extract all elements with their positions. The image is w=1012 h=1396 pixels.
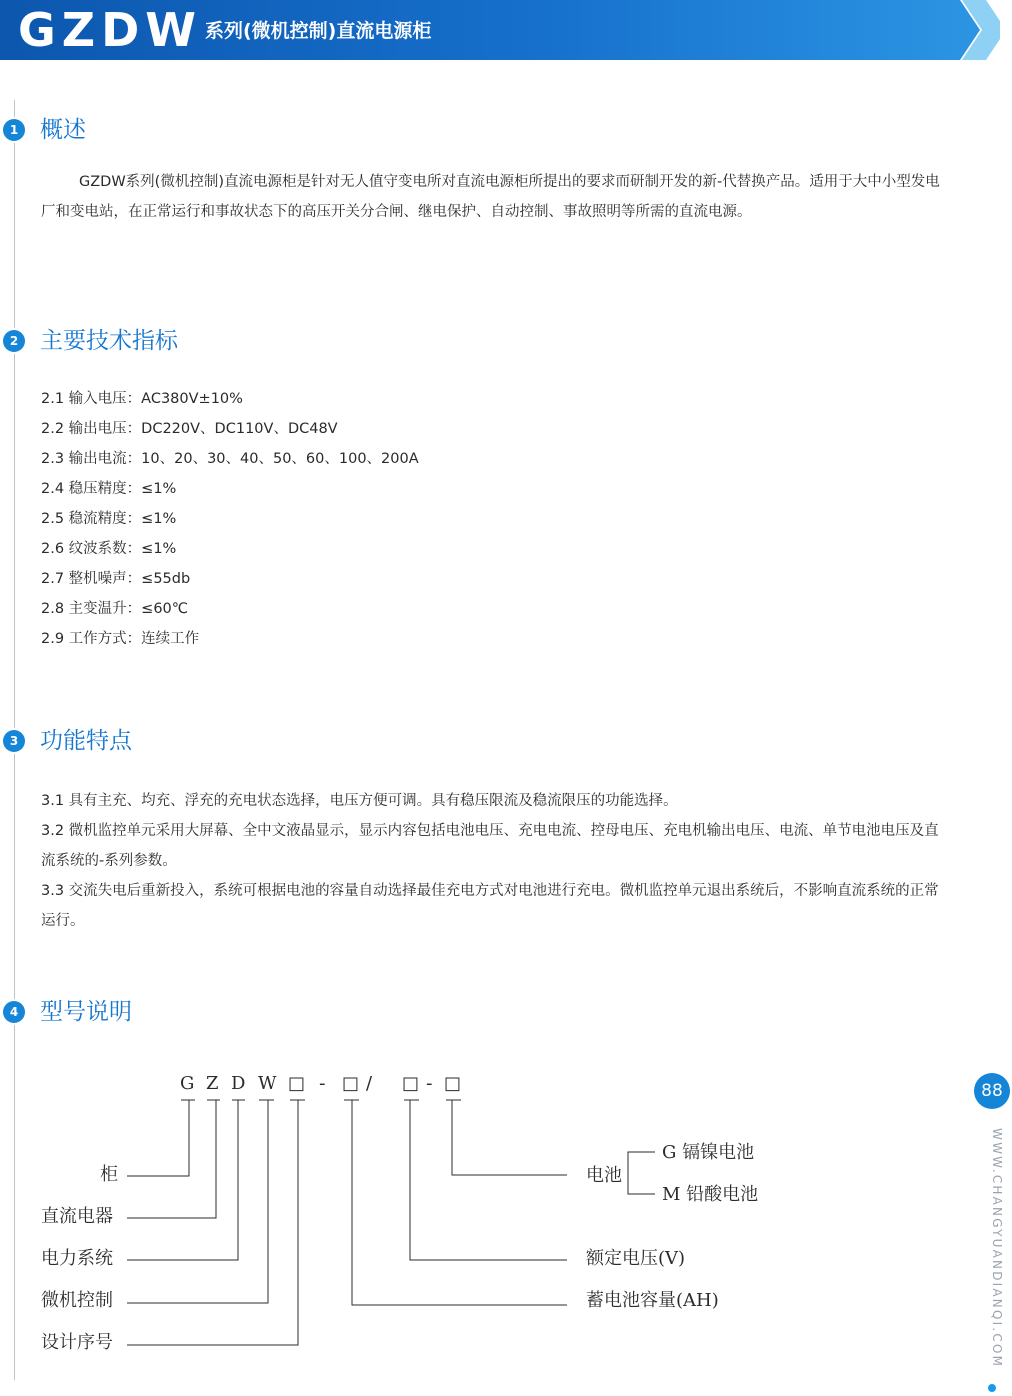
section-title: 型号说明 xyxy=(40,999,132,1025)
label-cabinet: 柜 xyxy=(100,1164,118,1185)
label-rated-voltage: 额定电压(V) xyxy=(586,1248,686,1269)
code-placeholder-box: □ xyxy=(342,1073,360,1094)
feature-item: 3.3 交流失电后重新投入，系统可根据电池的容量自动选择最佳充电方式对电池进行充电。微机监控单元退出系统后，不影响直流系统的正常运行。 xyxy=(41,883,939,929)
code-placeholder-box: □ xyxy=(402,1073,420,1094)
website-url: WWW.CHANGYUANDIANQI.COM xyxy=(990,1128,1004,1369)
code-dash: - xyxy=(426,1073,433,1094)
spec-item: 2.6 纹波系数：≤1% xyxy=(41,541,177,557)
code-placeholder-box: □ xyxy=(444,1073,462,1094)
section-number-badge: 2 xyxy=(3,330,25,352)
code-char: G xyxy=(180,1073,195,1094)
code-dash: - xyxy=(319,1073,326,1094)
section-title: 功能特点 xyxy=(40,728,132,754)
feature-item: 3.2 微机监控单元采用大屏幕、全中文液晶显示，显示内容包括电池电压、充电电流、控母电压、充电机输出电压、电流、单节电池电压及直流系统的-系列参数。 xyxy=(41,823,939,869)
battery-type-nicd: G 镉镍电池 xyxy=(662,1142,755,1163)
header-subtitle: 系列(微机控制)直流电源柜 xyxy=(205,20,432,42)
section-number-badge: 3 xyxy=(3,730,25,752)
overview-paragraph: GZDW系列(微机控制)直流电源柜是针对无人值守变电所对直流电源柜所提出的要求而研制开发的新-代替换产品。适用于大中小型发电厂和变电站，在正常运行和事故状态下的高压开关分合闸、继电保护、自动控制、事故照明等所需的直流电源。 xyxy=(41,174,940,220)
brand-logo: GZDW xyxy=(18,3,203,57)
section-number-badge: 1 xyxy=(3,119,25,141)
code-char: D xyxy=(231,1073,246,1094)
section-title: 主要技术指标 xyxy=(40,328,178,354)
label-battery-capacity: 蓄电池容量(AH) xyxy=(586,1290,719,1311)
section-title: 概述 xyxy=(40,117,86,143)
code-char: Z xyxy=(206,1073,219,1094)
spec-item: 2.4 稳压精度：≤1% xyxy=(41,481,177,497)
spec-item: 2.8 主变温升：≤60℃ xyxy=(41,601,189,617)
label-design-serial: 设计序号 xyxy=(41,1332,113,1353)
spec-item: 2.1 输入电压：AC380V±10% xyxy=(41,391,243,407)
spec-item: 2.7 整机噪声：≤55db xyxy=(41,571,191,587)
page-number-badge: 88 xyxy=(974,1073,1010,1109)
battery-type-leadacid: M 铅酸电池 xyxy=(662,1184,759,1205)
page-header xyxy=(0,0,1012,60)
feature-item: 3.1 具有主充、均充、浮充的充电状态选择，电压方便可调。具有稳压限流及稳流限压的功能选择。 xyxy=(41,793,678,809)
spec-item: 2.5 稳流精度：≤1% xyxy=(41,511,177,527)
spec-item: 2.9 工作方式：连续工作 xyxy=(41,631,200,647)
side-dot-icon xyxy=(988,1384,996,1392)
spec-item: 2.3 输出电流：10、20、30、40、50、60、100、200A xyxy=(41,451,419,467)
code-placeholder-box: □ xyxy=(288,1073,306,1094)
diagram-connector-lines xyxy=(0,1060,960,1396)
code-slash: / xyxy=(366,1073,373,1094)
model-code-diagram xyxy=(0,1060,960,1396)
label-power-system: 电力系统 xyxy=(41,1248,113,1269)
label-battery: 电池 xyxy=(586,1165,622,1186)
section-number-badge: 4 xyxy=(3,1001,25,1023)
label-dc-appliance: 直流电器 xyxy=(41,1206,113,1227)
spec-item: 2.2 输出电压：DC220V、DC110V、DC48V xyxy=(41,421,338,437)
spec-list xyxy=(41,384,419,654)
code-char: W xyxy=(258,1073,277,1094)
label-microcomputer-control: 微机控制 xyxy=(41,1290,113,1311)
